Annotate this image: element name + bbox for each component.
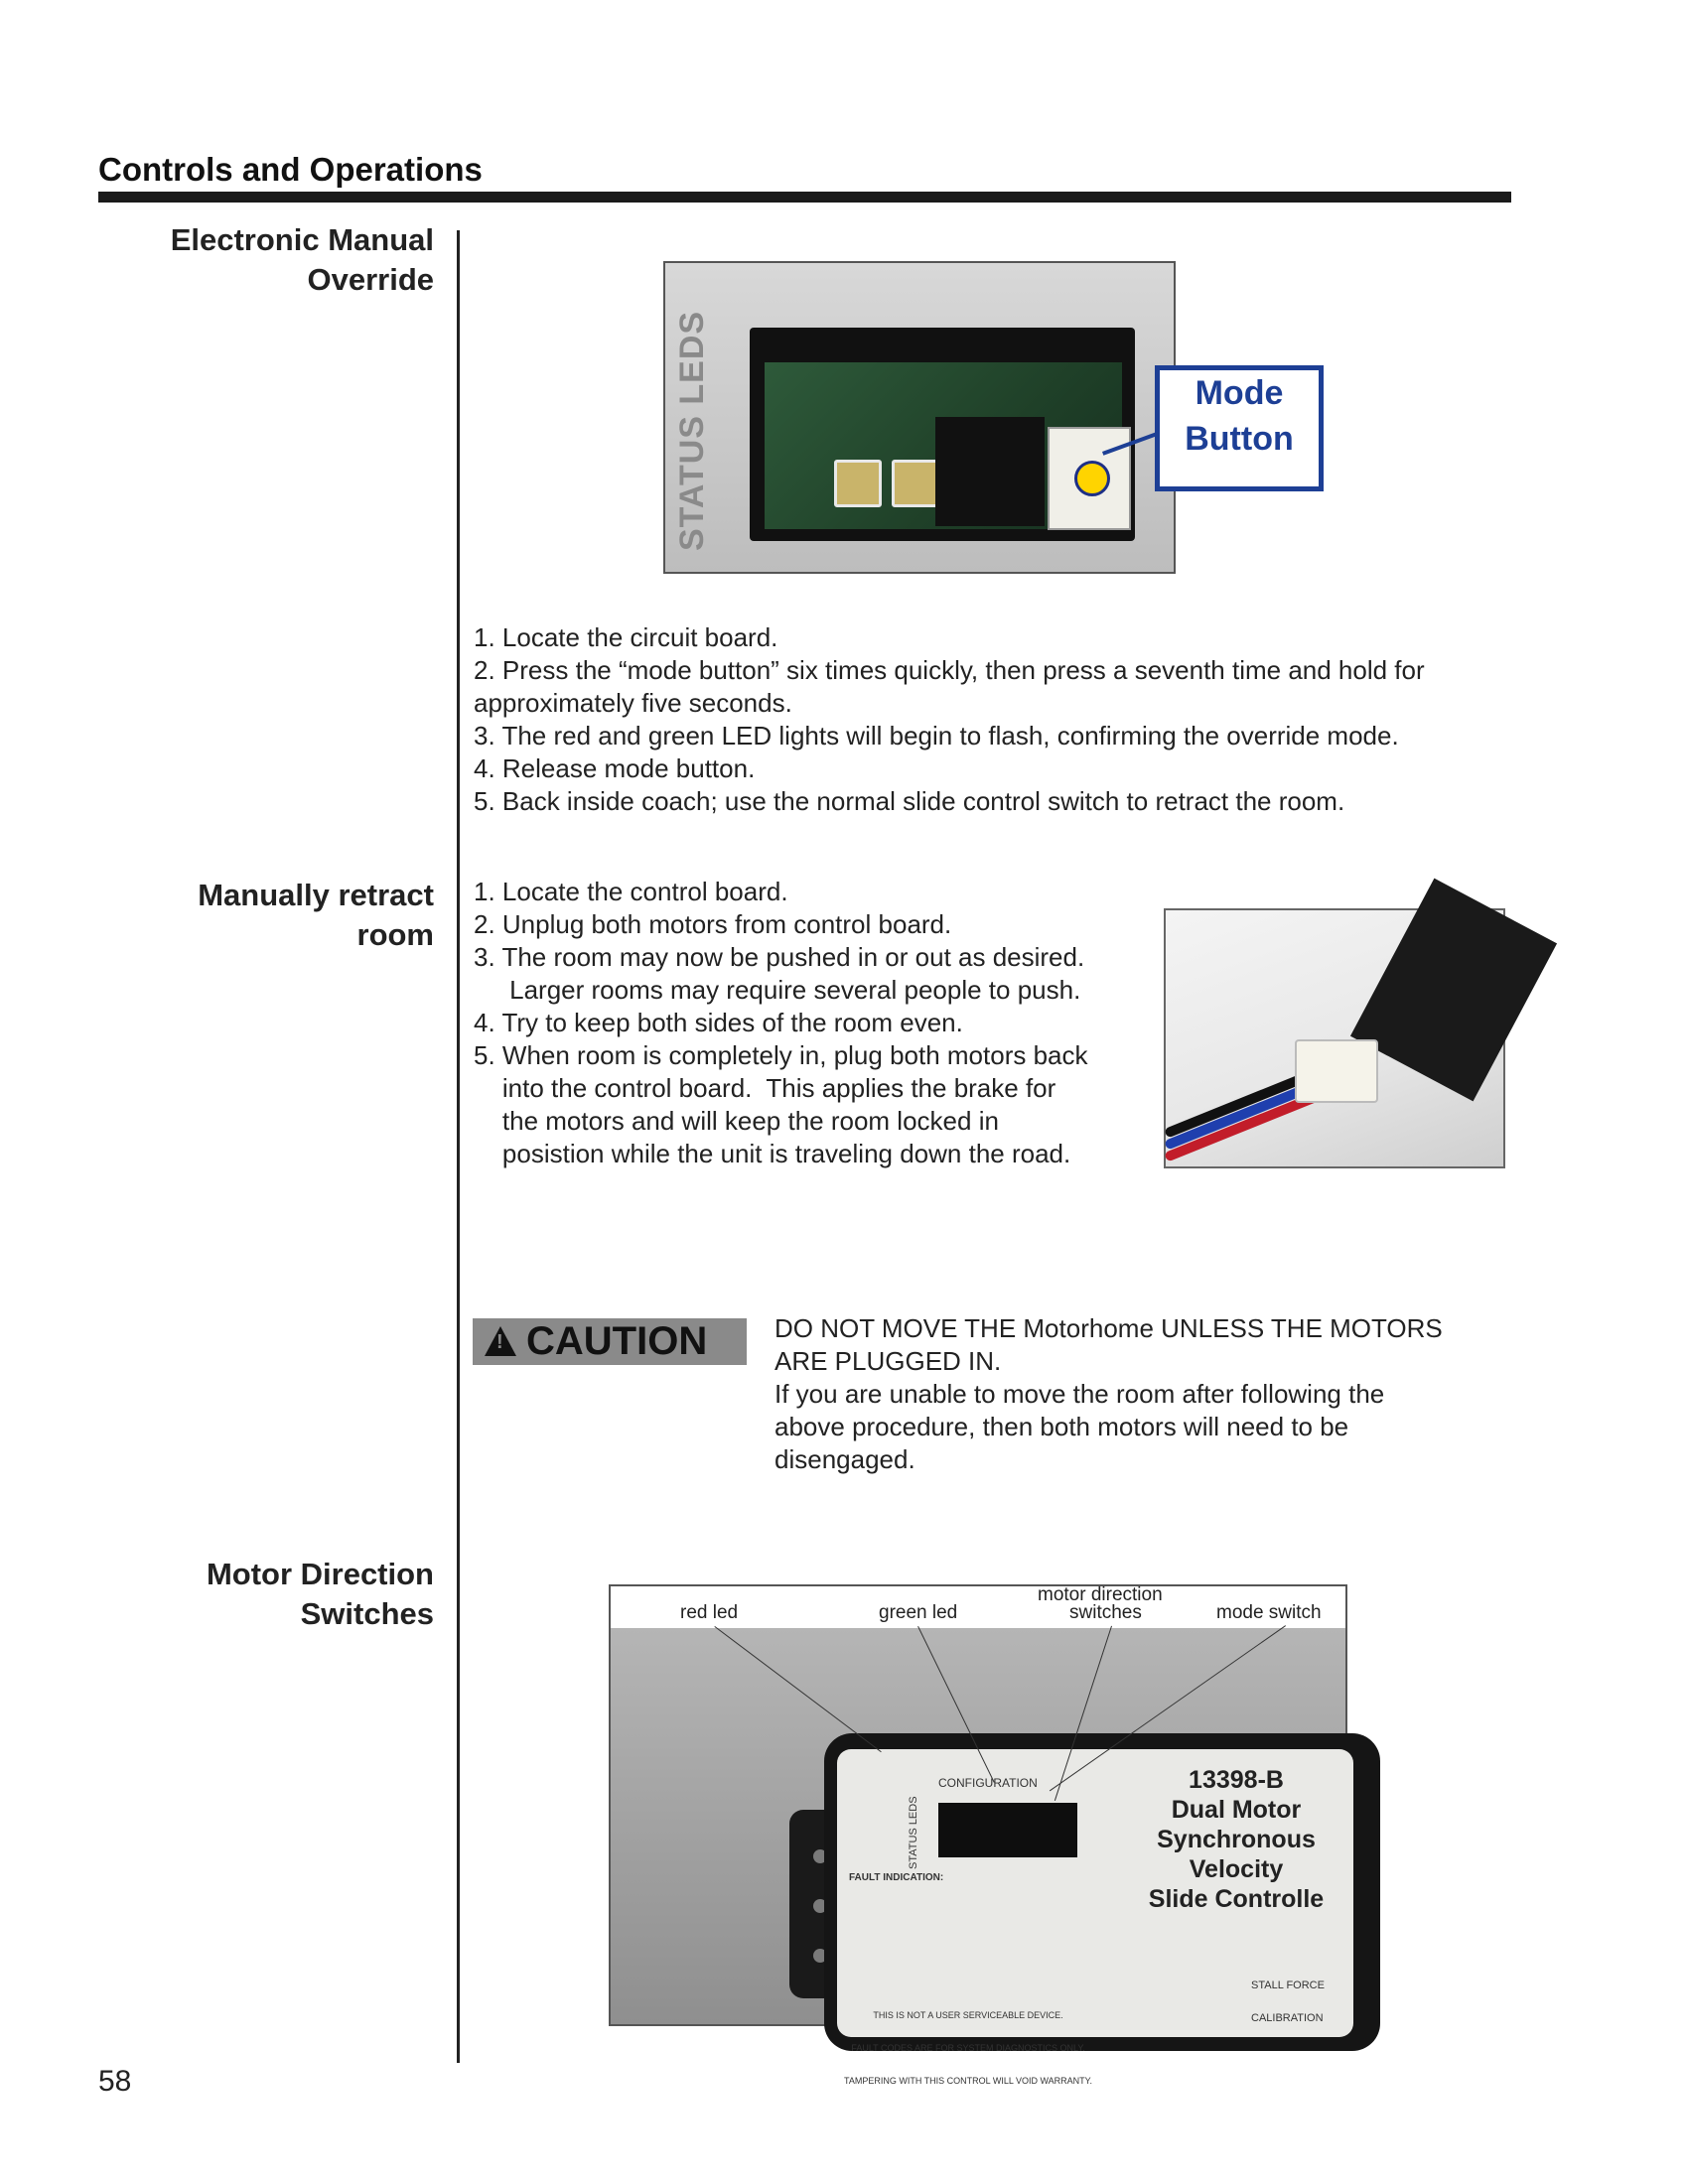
motor-plug-photo <box>1164 908 1505 1168</box>
label-mode-switch: mode switch <box>1216 1602 1322 1623</box>
red-led <box>834 460 882 507</box>
retract-step: 3. The room may now be pushed in or out as desired. <box>474 942 1085 972</box>
column-divider <box>457 230 460 2063</box>
label-green-led: green led <box>879 1602 958 1623</box>
fault-indication-heading: FAULT INDICATION: <box>849 1872 944 1883</box>
caution-text: DO NOT MOVE THE Motorhome UNLESS THE MOTORS ARE PLUGGED IN. If you are unable to move the room after following the above procedure, then both motors will need to be disengaged. <box>774 1313 1443 1474</box>
configuration-window <box>938 1803 1077 1857</box>
heading-electronic-manual-override: Electronic Manual Override <box>170 222 434 297</box>
override-steps <box>474 621 1425 818</box>
override-step: 5. Back inside coach; use the normal slide control switch to retract the room. <box>474 786 1345 816</box>
retract-step: 2. Unplug both motors from control board. <box>474 909 952 939</box>
motor-connector <box>1295 1039 1378 1103</box>
retract-step: into the control board. This applies the brake for <box>474 1073 1056 1103</box>
configuration-label: CONFIGURATION <box>938 1776 1038 1790</box>
override-step: approximately five seconds. <box>474 688 792 718</box>
label-red-led: red led <box>680 1602 739 1623</box>
heading-motor-direction-switches: Motor Direction Switches <box>206 1557 434 1631</box>
override-step: 2. Press the “mode button” six times quickly, then press a seventh time and hold for <box>474 655 1425 685</box>
label-switches: switches <box>1069 1602 1142 1623</box>
warranty-warning: THIS IS NOT A USER SERVICEABLE DEVICE. FAULT CODES ARE FOR SYSTEM DIAGNOSTICS ONLY. TAMPERING WITH THIS CONTROL WILL VOID WARRANTY. <box>844 2010 1093 2086</box>
mode-button-callout: Mode Button <box>1155 365 1324 491</box>
retract-step: 5. When room is completely in, plug both motors back <box>474 1040 1088 1070</box>
controller-photo <box>609 1584 1347 2086</box>
title-rule <box>98 192 1511 203</box>
page-number: 58 <box>98 2065 132 2098</box>
override-step: 1. Locate the circuit board. <box>474 622 778 652</box>
status-leds-label: STATUS LEDS <box>673 310 711 551</box>
override-step: 3. The red and green LED lights will begin to flash, confirming the override mode. <box>474 721 1399 751</box>
product-label: 13398-B Dual Motor Synchronous Velocity Slide Controlle <box>1148 1766 1325 1913</box>
warning-triangle-icon <box>485 1326 516 1356</box>
override-step: 4. Release mode button. <box>474 753 756 783</box>
green-led <box>892 460 939 507</box>
dip-switches <box>935 417 1045 526</box>
heading-manually-retract-room: Manually retract room <box>198 878 434 952</box>
mode-button-marker <box>1074 461 1110 496</box>
retract-step: Larger rooms may require several people to push. <box>474 975 1081 1005</box>
label-motor-direction: motor direction <box>1038 1584 1163 1605</box>
page-section-title: Controls and Operations <box>98 151 483 188</box>
caution-badge: !CAUTION <box>473 1318 747 1365</box>
retract-steps <box>474 876 1088 1170</box>
retract-step: 1. Locate the control board. <box>474 877 788 906</box>
circuit-board-photo <box>663 261 1176 574</box>
status-leds-label: STATUS LEDS <box>908 1796 919 1869</box>
retract-step: posistion while the unit is traveling down the road. <box>474 1139 1071 1168</box>
stall-force-label: STALL FORCE CALIBRATION <box>1251 1979 1325 2024</box>
retract-step: the motors and will keep the room locked in <box>474 1106 999 1136</box>
retract-step: 4. Try to keep both sides of the room even. <box>474 1008 963 1037</box>
